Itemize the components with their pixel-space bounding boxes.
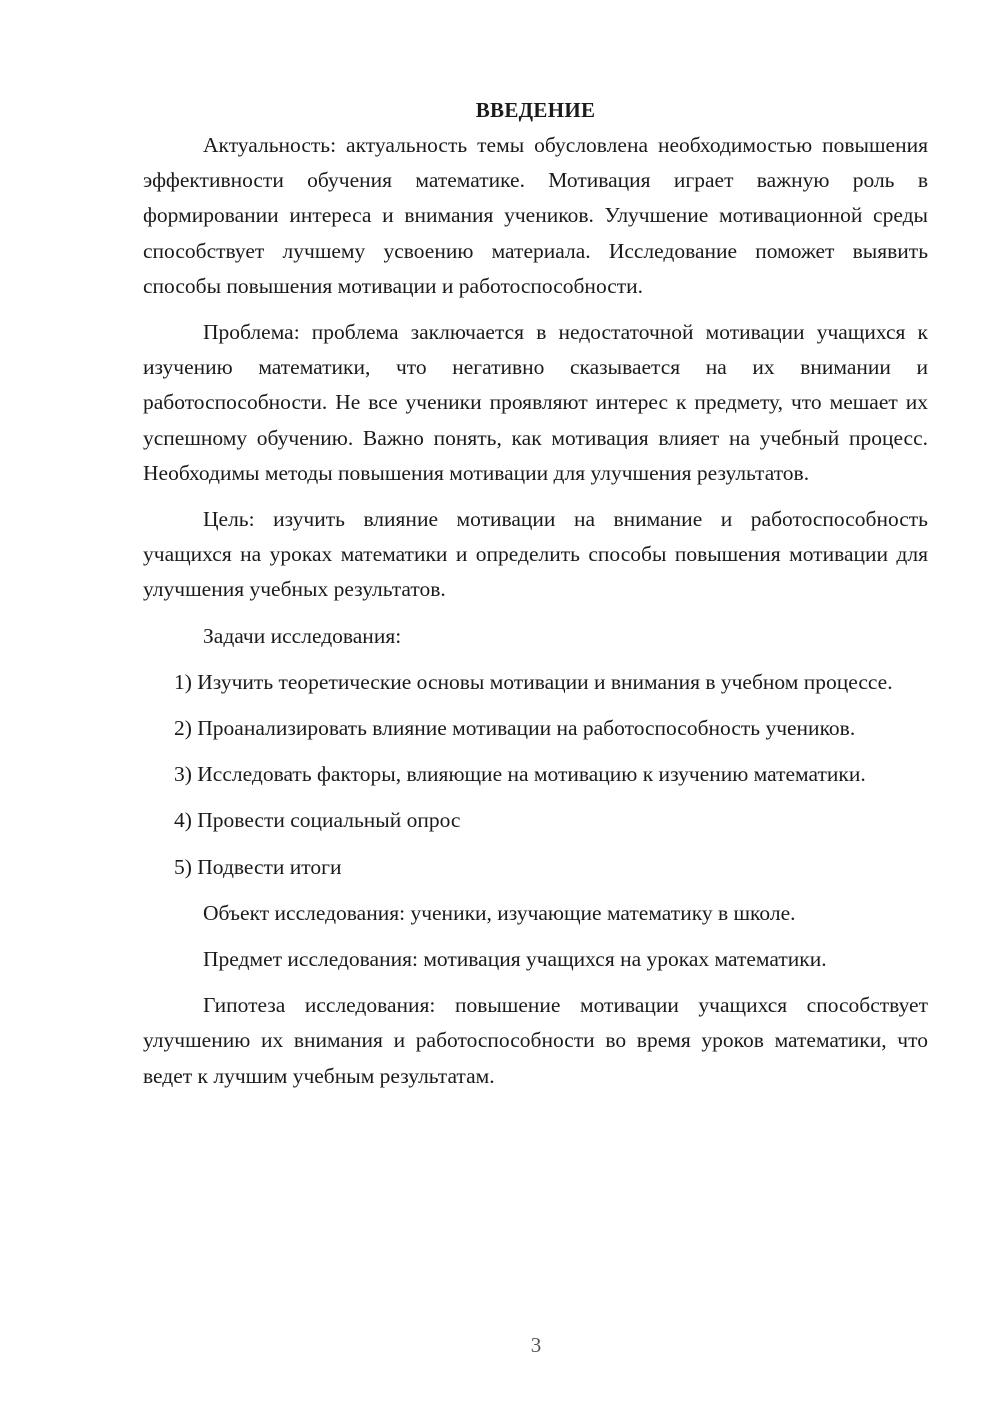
task-item-2: 2) Проанализировать влияние мотивации на работоспособность учеников. (174, 716, 856, 741)
task-item-5: 5) Подвести итоги (174, 854, 342, 879)
task-item-3: 3) Исследовать факторы, влияющие на мотивацию к изучению математики. (174, 762, 866, 787)
paragraph-hypothesis: Гипотеза исследования: повышение мотивации учащихся способствует улучшению их внимания и работоспособности во время уроков математики, что ведет к лучшим учебным результатам. (143, 993, 928, 1088)
page-number: 3 (530, 1333, 542, 1357)
task-item-1: 1) Изучить теоретические основы мотивации и внимания в учебном процессе. (174, 669, 893, 694)
paragraph-subject: Предмет исследования: мотивация учащихся на уроках математики. (203, 947, 827, 972)
paragraph-goal: Цель: изучить влияние мотивации на внимание и работоспособность учащихся на уроках математики и определить способы повышения мотивации для улучшения учебных результатов. (143, 507, 928, 602)
paragraph-problem: Проблема: проблема заключается в недостаточной мотивации учащихся к изучению математики, что негативно сказывается на их внимании и работоспособности. Не все ученики проявляют интерес к предмету, что мешает их успешному обучению. Важно понять, как мотивация влияет на учебный процесс. Необходимы методы повышения мотивации для улучшения результатов. (143, 320, 928, 485)
paragraph-relevance: Актуальность: актуальность темы обусловлена необходимостью повышения эффективности обучения математике. Мотивация играет важную роль в формировании интереса и внимания учеников. Улучшение мотивационной среды способствует лучшему усвоению материала. Исследование поможет выявить способы повышения мотивации и работоспособности. (143, 133, 928, 298)
task-item-4: 4) Провести социальный опрос (174, 808, 461, 833)
tasks-heading: Задачи исследования: (203, 623, 402, 648)
page-title: ВВЕДЕНИЕ (475, 98, 596, 122)
document-page (143, 92, 928, 1105)
paragraph-object: Объект исследования: ученики, изучающие математику в школе. (203, 900, 796, 925)
